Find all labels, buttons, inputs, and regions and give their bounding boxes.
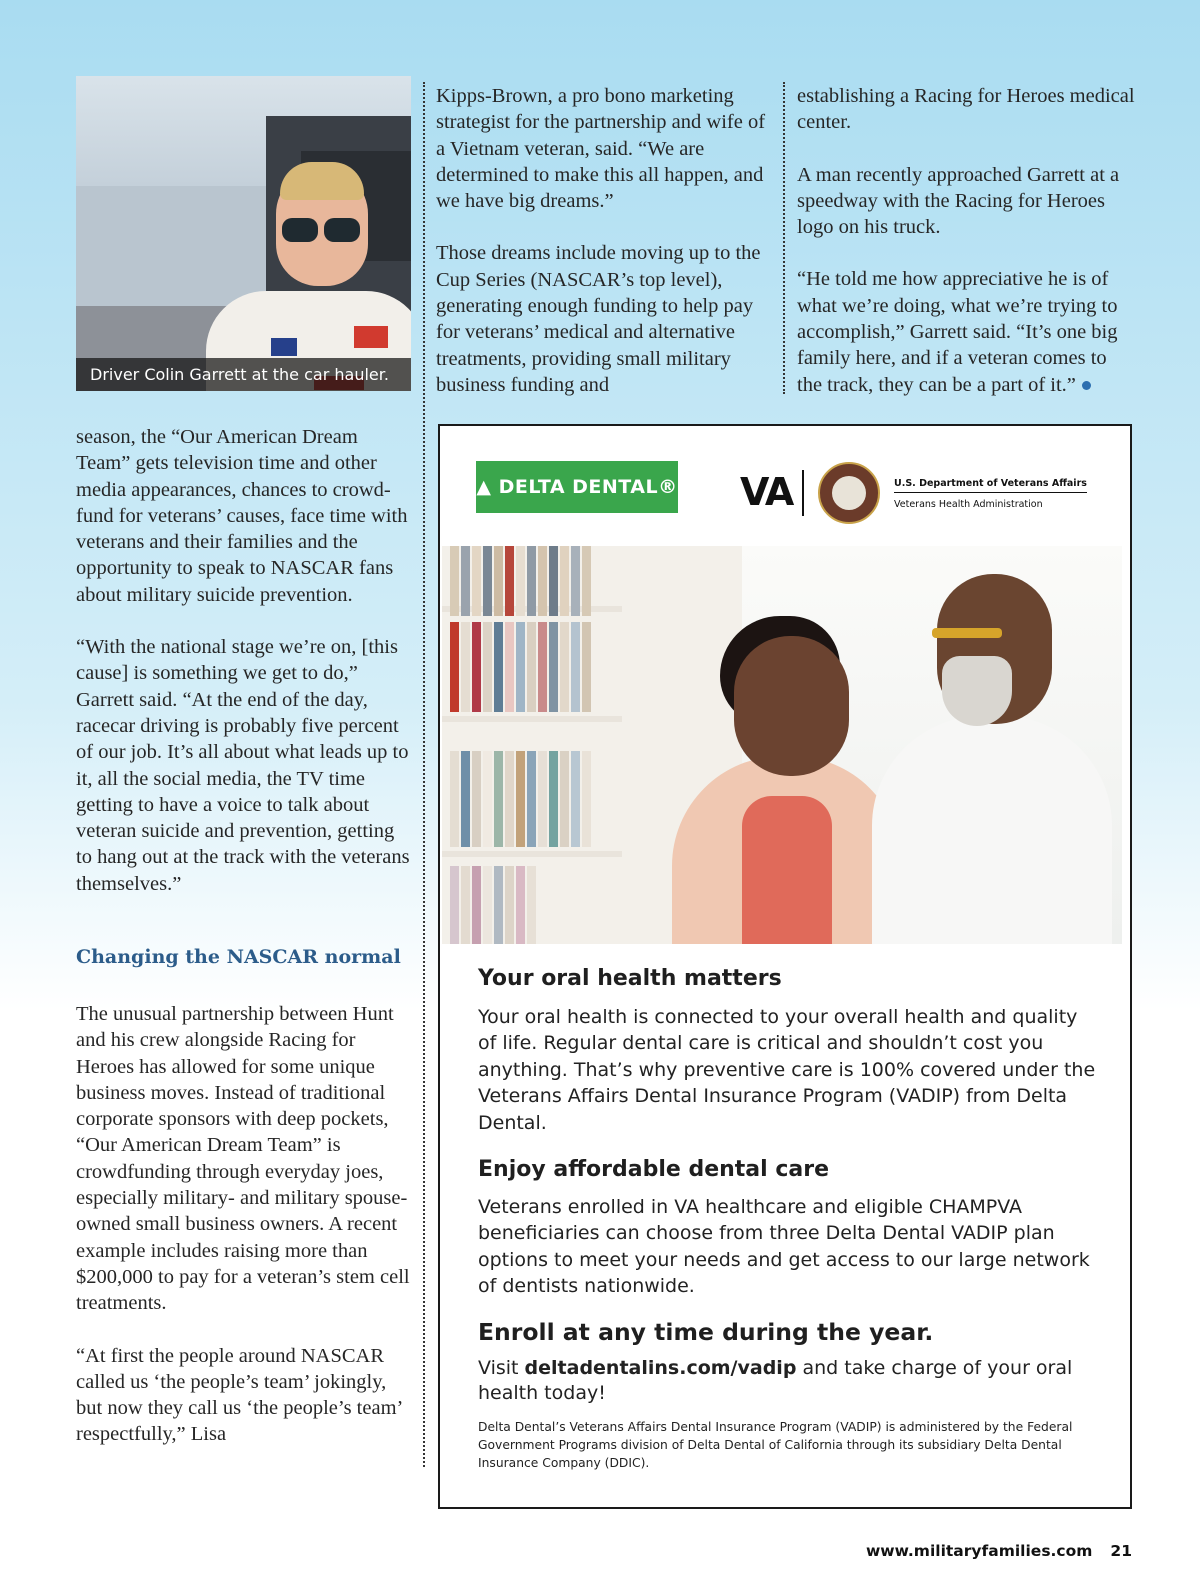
delta-dental-ad <box>438 424 1132 1509</box>
photo-caption: Driver Colin Garrett at the car hauler. <box>76 358 411 391</box>
ad-heading-enroll: Enroll at any time during the year. <box>478 1318 934 1346</box>
delta-triangle-icon: ▲ <box>476 476 499 498</box>
ad-visit-line: Visit deltadentalins.com/vadip and take charge of your oral health today! <box>478 1357 1073 1404</box>
footer-url[interactable]: www.militaryfamilies.com <box>865 1542 1093 1560</box>
ad-fine-print: Delta Dental’s Veterans Affairs Dental Insurance Program (VADIP) is administered by the Federal Government Programs division of Delta Dental of California through its subsidiary Delta Dental Insurance Company (DDIC). <box>478 1420 1073 1470</box>
va-department-name: U.S. Department of Veterans Affairs <box>894 478 1087 493</box>
driver-photo <box>76 76 411 391</box>
va-logo: VA <box>740 470 793 514</box>
paragraph: season, the “Our American Dream Team” gets television time and other media appearances, chances to crowd-fund for veterans’ causes, face time with veterans and their families and the opportunity to speak to NASCAR fans about military suicide prevention. <box>76 426 408 606</box>
paragraph: “With the national stage we’re on, [this cause] is something we get to do,” Garrett said. “At the end of the day, racecar driving is probably five percent of our job. It’s all about what leads up to it, all the social media, the TV time getting to have a voice to talk about veteran suicide and prevention, getting to hang out at the track with the veterans themselves.” <box>76 636 410 895</box>
divider <box>802 470 804 516</box>
column-right-top <box>797 83 1135 424</box>
paragraph: Those dreams include moving up to the Cup Series (NASCAR’s top level), generating enough funding to help pay for veterans’ medical and alternative treatments, providing small military business funding and <box>436 242 761 396</box>
ad-body-oral-health: Your oral health is connected to your overall health and quality of life. Regular dental care is critical and shouldn’t cost you anything. That’s why preventive care is 100% covered under the Veterans Affairs Dental Insurance Program (VADIP) from Delta Dental. <box>478 1006 1096 1134</box>
va-vha-name: Veterans Health Administration <box>894 499 1043 510</box>
ad-heading-oral-health: Your oral health matters <box>478 966 782 991</box>
paragraph: “He told me how appreciative he is of what we’re doing, what we’re trying to accomplish,” Garrett said. “It’s one big family here, and if a veteran comes to the track, they can be a part of it.” <box>797 268 1118 396</box>
column-middle-top <box>436 83 774 424</box>
column-divider <box>423 82 425 1467</box>
paragraph: “At first the people around NASCAR called us ‘the people’s team’ jokingly, but now they call us ‘the people’s team’ respectfully,” Lisa <box>76 1344 402 1446</box>
va-seal-icon <box>818 462 880 524</box>
paragraph: The unusual partnership between Hunt and his crew alongside Racing for Heroes has allowed for some unique business moves. Instead of traditional corporate sponsors with deep pockets, “Our American Dream Team” is crowdfunding through everyday joes, especially military- and military spouse-owned small business owners. A recent example includes raising more than $200,000 to pay for a veteran’s stem cell treatments. <box>76 1003 410 1315</box>
paragraph: Kipps-Brown, a pro bono marketing strategist for the partnership and wife of a Vietnam veteran, said. “We are determined to make this all happen, and we have big dreams.” <box>436 85 766 213</box>
section-subhead: Changing the NASCAR normal <box>76 946 401 968</box>
column-left-lower <box>76 1001 414 1474</box>
page-number: 21 <box>1110 1542 1132 1560</box>
delta-dental-logo[interactable]: ▲ DELTA DENTAL® <box>476 461 678 513</box>
deltadental-link[interactable]: deltadentalins.com/vadip <box>524 1357 797 1379</box>
paragraph: A man recently approached Garrett at a speedway with the Racing for Heroes logo on his truck. <box>797 163 1120 239</box>
end-mark-icon <box>1082 381 1091 390</box>
page-footer <box>866 1542 1132 1560</box>
paragraph: establishing a Racing for Heroes medical center. <box>797 85 1135 134</box>
couple-photo <box>442 546 1122 944</box>
ad-heading-affordable: Enjoy affordable dental care <box>478 1157 829 1182</box>
column-left <box>76 424 414 923</box>
ad-body-affordable: Veterans enrolled in VA healthcare and eligible CHAMPVA beneficiaries can choose from three Delta Dental VADIP plan options to meet your needs and get access to our large network of dentists nationwide. <box>478 1196 1090 1298</box>
column-divider <box>783 82 785 394</box>
